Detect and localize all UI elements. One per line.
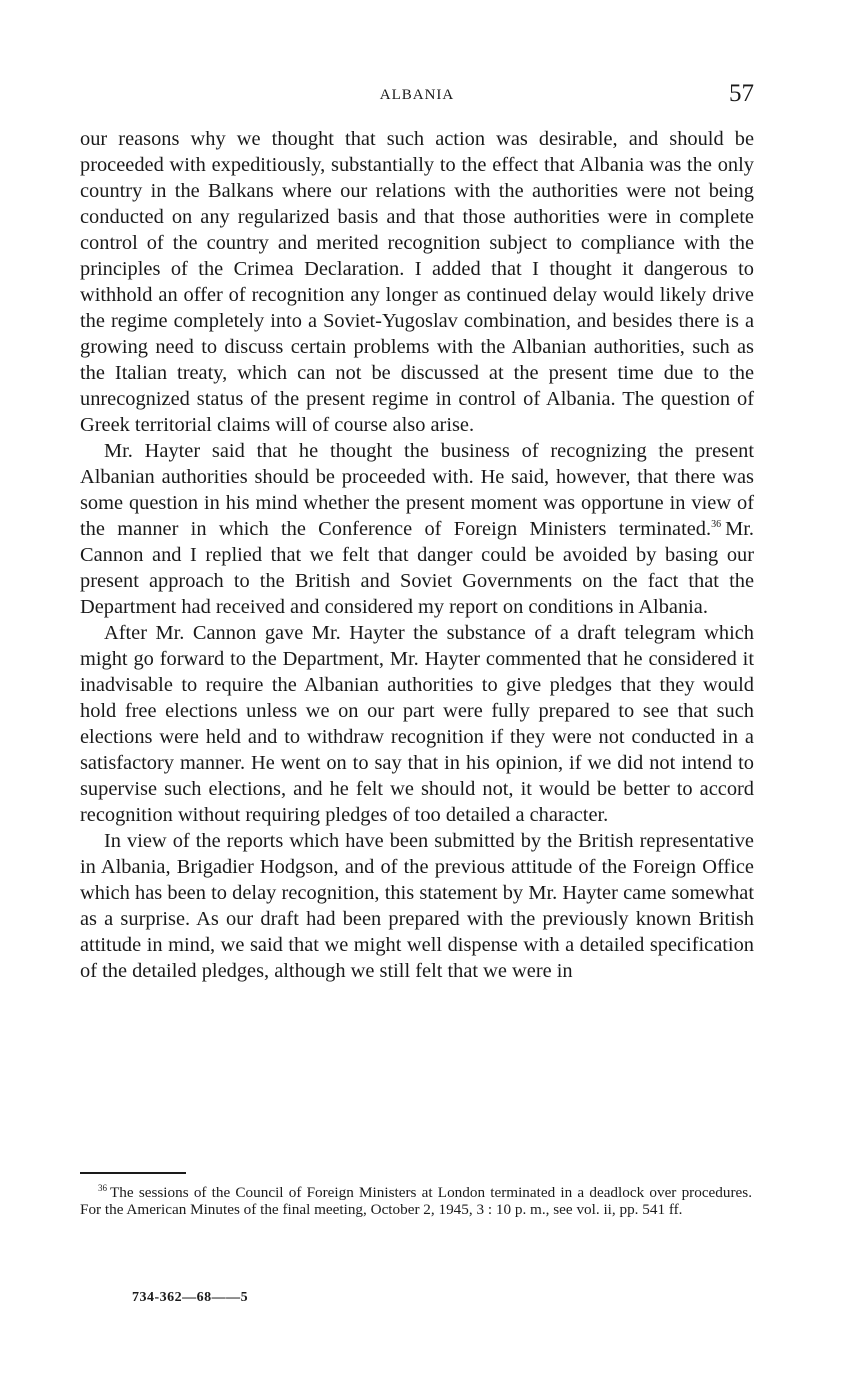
printer-code: 734-362—68——5 bbox=[132, 1290, 249, 1305]
footnote-text: The sessions of the Council of Foreign Ministers at London terminated in a deadlock over procedures. For the American Minutes of the final meeting, October 2, 1945, 3 : 10 p. m., see vol. ii, pp. 541 ff. bbox=[80, 1184, 752, 1218]
footnote-marker: 36 bbox=[98, 1182, 107, 1193]
running-title: ALBANIA bbox=[379, 87, 455, 103]
paragraph-2-text-before: Mr. Hayter said that he thought the business of recognizing the present Albanian authorities should be proceeded with. He said, however, that there was some question in his mind whether the present moment was opportune in view of the manner in which the Conference of Foreign Ministers terminated. bbox=[80, 440, 754, 540]
paragraph-2-text-after: Mr. Cannon and I replied that we felt that danger could be avoided by basing our present approach to the British and Soviet Governments on the fact that the Department had received and considered my report on conditions in Albania. bbox=[80, 518, 754, 618]
paragraph-3: After Mr. Cannon gave Mr. Hayter the substance of a draft telegram which might go forward to the Department, Mr. Hayter commented that he considered it inadvisable to require the Albanian authorities to give pledges that they would hold free elections unless we on our part were fully prepared to see that such elections were held and to withdraw recognition if they were not conducted in a satisfactory manner. He went on to say that in his opinion, if we did not intend to supervise such elections, and he felt we should not, it would be better to accord recognition without requiring pledges of too detailed a character. bbox=[80, 622, 754, 826]
footnote-divider bbox=[80, 1172, 186, 1174]
paragraph-4: In view of the reports which have been submitted by the British representative in Albania, Brigadier Hodgson, and of the previous attitude of the Foreign Office which has been to delay recognition, this statement by Mr. Hayter came somewhat as a surprise. As our draft had been prepared with the previously known British attitude in mind, we said that we might well dispense with a detailed specification of the detailed pledges, although we still felt that we were in bbox=[80, 830, 754, 982]
page-number: 57 bbox=[729, 80, 754, 107]
paragraph-1: our reasons why we thought that such action was desirable, and should be proceeded with expeditiously, substantially to the effect that Albania was the only country in the Balkans where our relations with the authorities were not being conducted on any regularized basis and that those authorities were in complete control of the country and merited recognition subject to compliance with the principles of the Crimea Declaration. I added that I thought it dangerous to withhold an offer of recognition any longer as continued delay would likely drive the regime completely into a Soviet-Yugoslav combination, and besides there is a growing need to discuss certain problems with the Albanian authorities, such as the Italian treaty, which can not be discussed at the present time due to the unrecognized status of the present regime in control of Albania. The question of Greek territorial claims will of course also arise. bbox=[80, 128, 754, 436]
footnote bbox=[80, 1184, 752, 1218]
paragraph-2 bbox=[80, 438, 754, 620]
running-head bbox=[80, 80, 754, 110]
footnote-reference: 36 bbox=[711, 519, 722, 531]
body-text bbox=[80, 126, 754, 984]
